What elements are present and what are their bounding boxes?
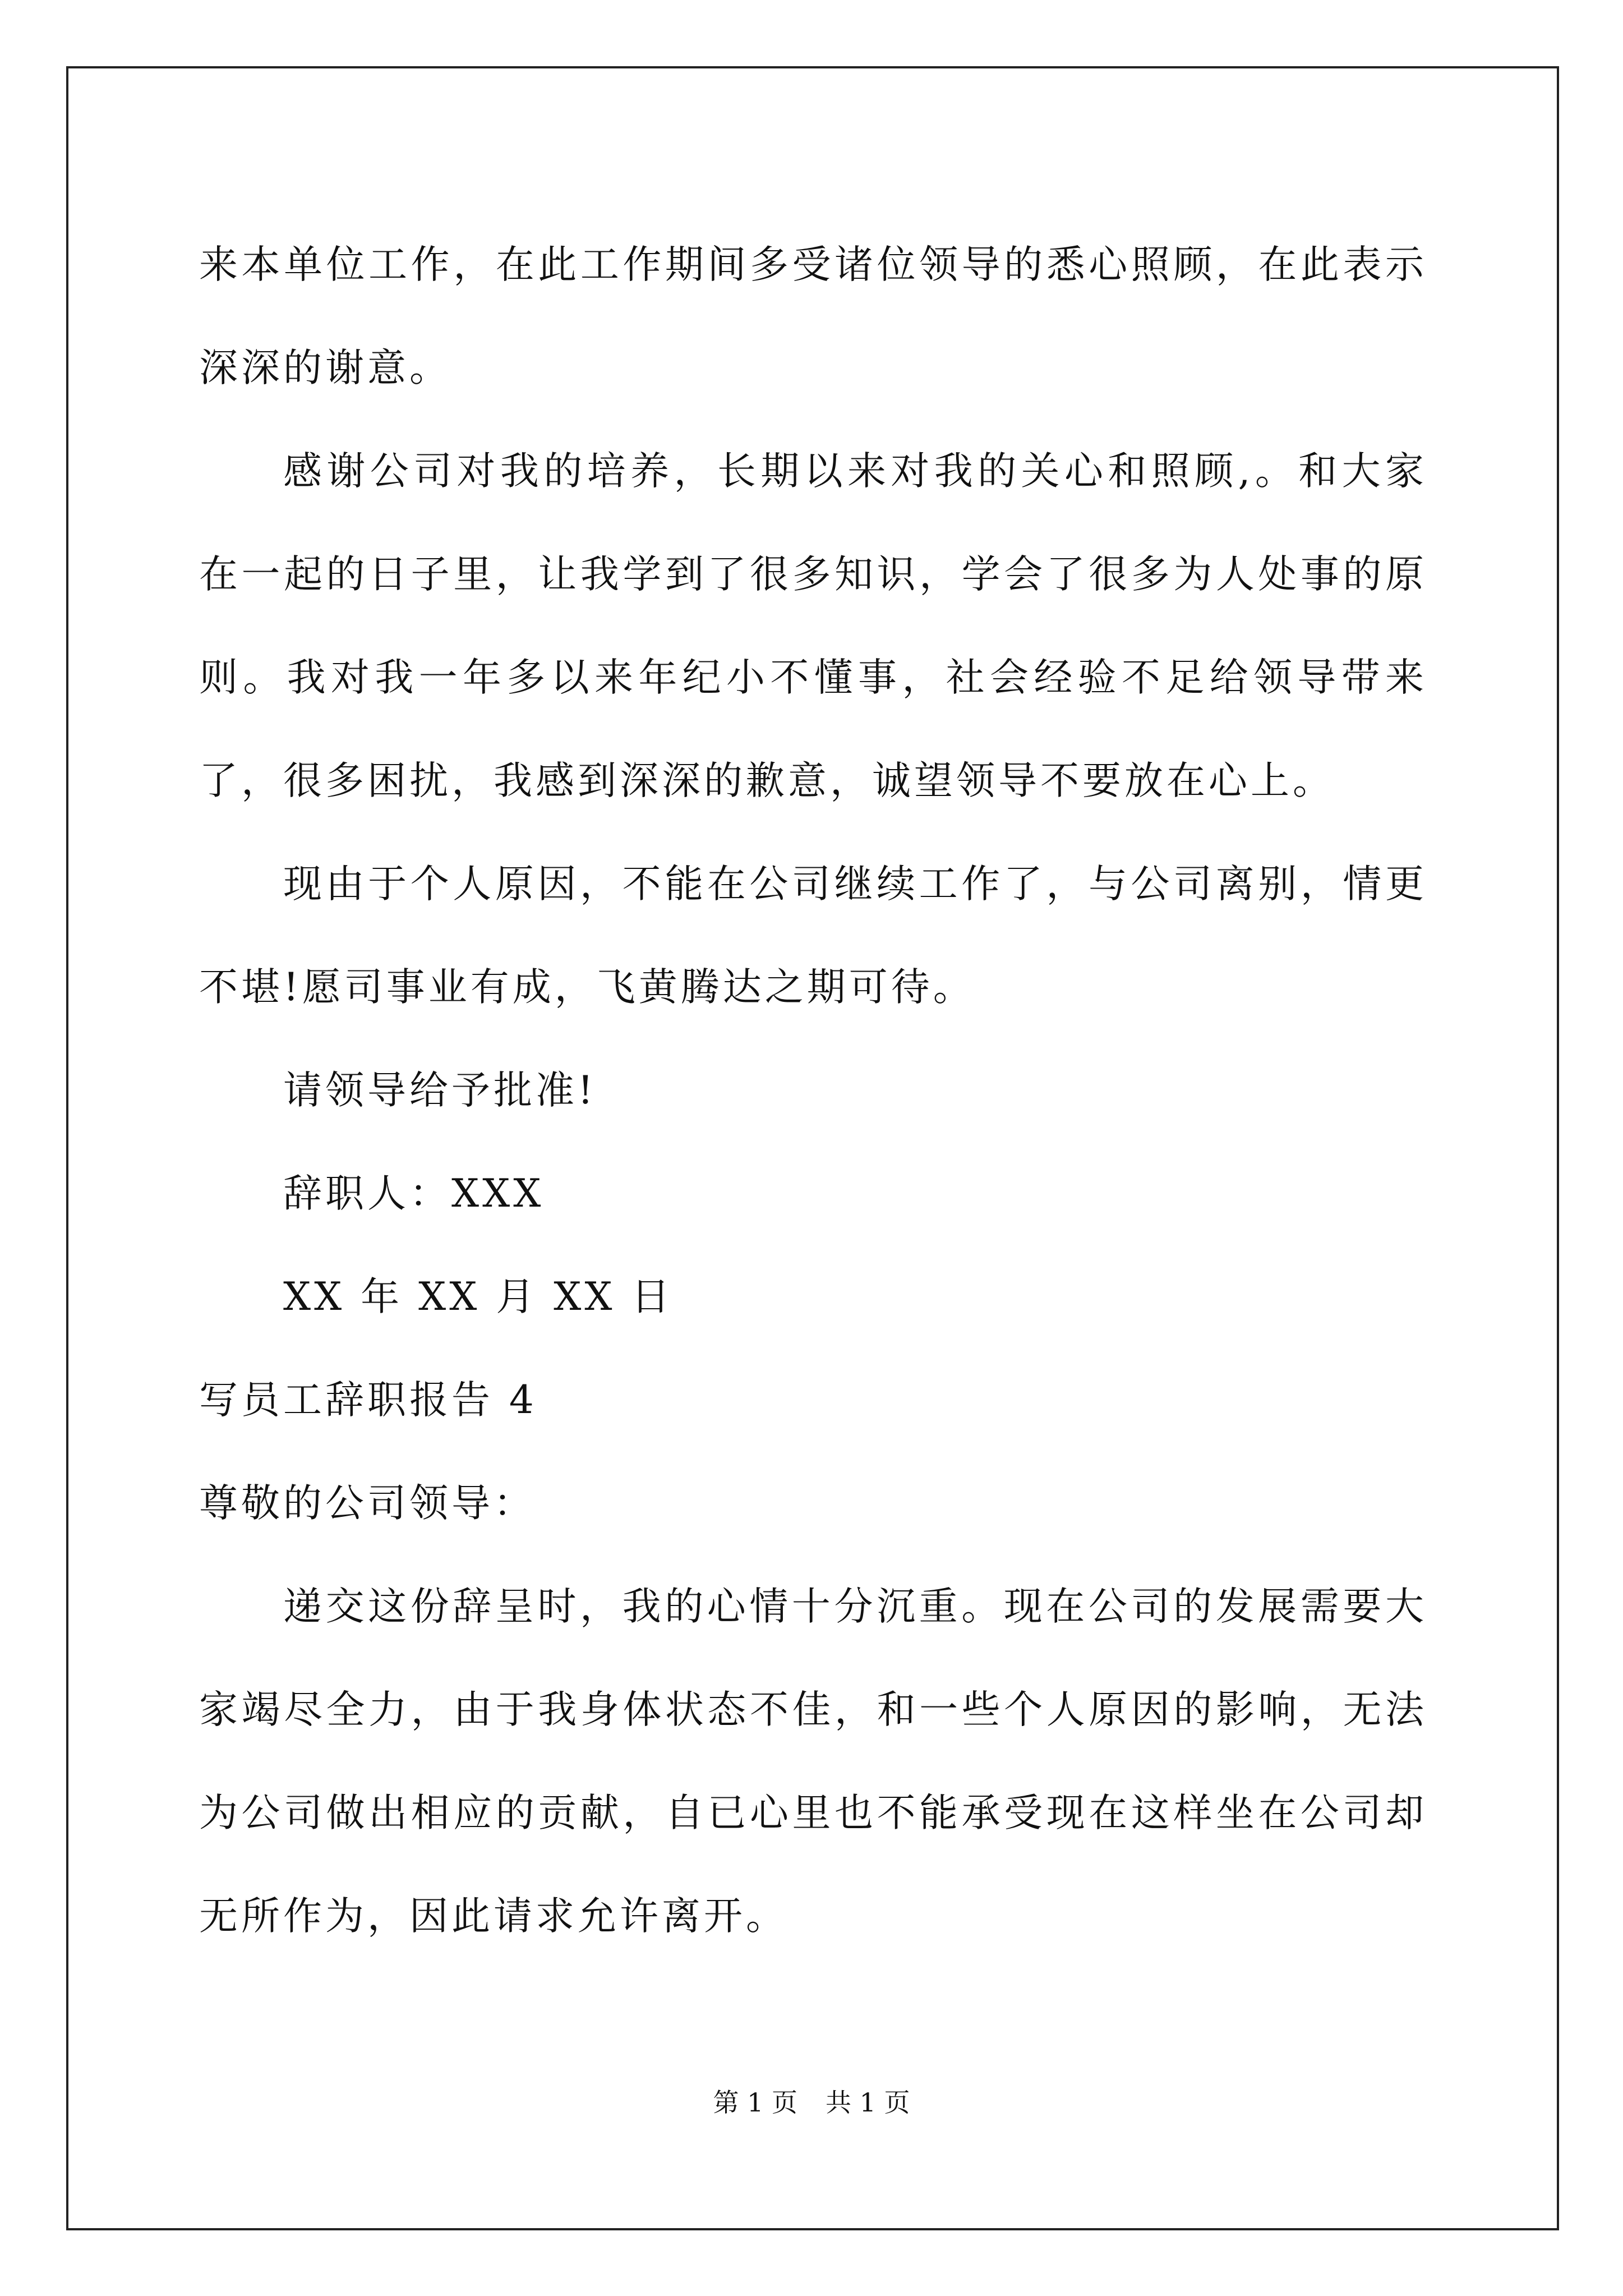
paragraph-resignation: 递交这份辞呈时，我的心情十分沉重。现在公司的发展需要大家竭尽全力，由于我身体状态不佳，和一些个人原因的影响，无法为公司做出相应的贡献，自已心里也不能承受现在这样坐在公司却无所作为，因此请求允许离开。 — [199, 1584, 1427, 1939]
page-number-current: 第 1 页 — [713, 2087, 797, 2118]
document-body — [199, 213, 1427, 1968]
date-line: XX 年 XX 月 XX 日 — [283, 1274, 674, 1319]
paragraph-reason: 现由于个人原因，不能在公司继续工作了，与公司离别，情更不堪!愿司事业有成，飞黄腾达之期可待。 — [199, 862, 1427, 1010]
paragraph-thanks-continued: 来本单位工作，在此工作期间多受诸位领导的悉心照顾，在此表示深深的谢意。 — [199, 242, 1427, 390]
page-footer — [0, 2086, 1623, 2119]
signature-line: 辞职人：XXX — [283, 1171, 545, 1216]
section-title: 写员工辞职报告 4 — [199, 1378, 537, 1423]
closing-request: 请领导给予批准! — [283, 1068, 597, 1113]
page-number-total: 共 1 页 — [826, 2087, 910, 2118]
salutation: 尊敬的公司领导： — [199, 1481, 536, 1526]
paragraph-gratitude: 感谢公司对我的培养，长期以来对我的关心和照顾,。和大家在一起的日子里，让我学到了很多知识，学会了很多为人处事的原则。我对我一年多以来年纪小不懂事，社会经验不足给领导带来了，很多困扰，我感到深深的歉意，诚望领导不要放在心上。 — [199, 449, 1427, 803]
